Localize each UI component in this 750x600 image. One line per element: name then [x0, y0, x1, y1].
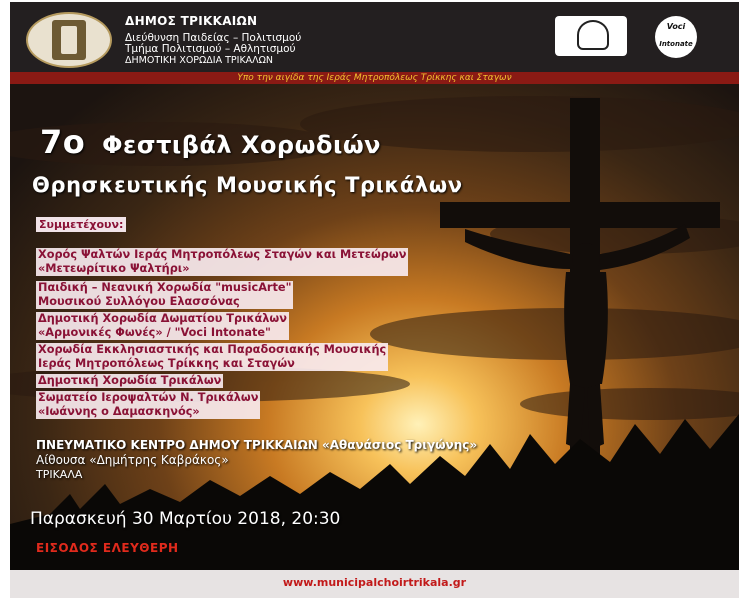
participant-line-1: Δημοτική Χορωδία Δωματίου Τρικάλων [38, 312, 287, 325]
participant-item [36, 391, 260, 419]
festival-title [40, 123, 381, 161]
voci-intonate-logo [655, 16, 697, 58]
participant-line-1: Δημοτική Χορωδία Τρικάλων [38, 374, 222, 387]
lyre-icon [577, 20, 609, 50]
venue-hall: Αίθουσα «Δημήτρης Καβράκος» [36, 453, 229, 467]
participant-line-2: Μουσικού Συλλόγου Ελασσόνας [38, 295, 240, 308]
event-date: Παρασκευή 30 Μαρτίου 2018, 20:30 [30, 509, 341, 529]
venue-city: ΤΡΙΚΑΛΑ [36, 468, 83, 481]
participant-line-1: Σωματείο Ιεροψαλτών Ν. Τρικάλων [38, 391, 259, 404]
participant-line-1: Παιδική – Νεανική Χορωδία "musicArte" [38, 281, 292, 294]
participant-item [36, 248, 408, 276]
participant-line-2: Ιεράς Μητροπόλεως Τρίκκης και Σταγών [38, 357, 295, 370]
venue-name: ΠΝΕΥΜΑΤΙΚΟ ΚΕΝΤΡΟ ΔΗΜΟΥ ΤΡΙΚΚΑΙΩΝ «Αθανάσιος Τριγώνης» [36, 438, 478, 452]
choir-lyre-logo [555, 16, 627, 56]
voci-logo-word: Voci [666, 22, 686, 31]
choir-name-line: ΔΗΜΟΤΙΚΗ ΧΟΡΩΔΙΑ ΤΡΙΚΑΛΩΝ [125, 55, 274, 66]
participant-line-2: «Αρμονικές Φωνές» / "Voci Intonate" [38, 326, 271, 339]
municipality-name: ΔΗΜΟΣ ΤΡΙΚΚΑΙΩΝ [125, 14, 258, 28]
participant-line-2: «Μετεωρίτικο Ψαλτήρι» [38, 262, 190, 275]
intonate-logo-word: Intonate [659, 40, 693, 48]
participant-item [36, 343, 388, 371]
participant-line-1: Χορός Ψαλτών Ιεράς Μητροπόλεως Σταγών και Μετεώρων [38, 248, 407, 261]
department-line-2: Τμήμα Πολιτισμού – Αθλητισμού [125, 43, 296, 55]
website-link[interactable]: www.municipalchoirtrikala.gr [282, 576, 467, 589]
department-line-1: Διεύθυνση Παιδείας – Πολιτισμού [125, 32, 302, 44]
participants-label: Συμμετέχουν: [36, 217, 126, 232]
header-bar [10, 2, 739, 72]
municipality-seal-logo [26, 12, 112, 68]
festival-subtitle: Θρησκευτικής Μουσικής Τρικάλων [32, 173, 463, 197]
patronage-stripe [10, 72, 739, 84]
participant-item [36, 374, 223, 388]
poster [10, 2, 739, 598]
free-entry-notice: ΕΙΣΟΔΟΣ ΕΛΕΥΘΕΡΗ [36, 541, 179, 555]
participant-item [36, 312, 289, 340]
festival-title-text: Φεστιβάλ Χορωδιών [102, 131, 382, 159]
patronage-text: Υπο την αιγίδα της Ιεράς Μητροπόλεως Τρίκκης και Σταγων [237, 73, 512, 83]
festival-number: 7ο [40, 123, 86, 161]
participant-line-2: «Ιωάννης ο Δαμασκηνός» [38, 405, 200, 418]
participant-line-1: Χορωδία Εκκλησιαστικής και Παραδοσιακής Μουσικής [38, 343, 387, 356]
footer-bar [10, 570, 739, 598]
participant-item [36, 281, 293, 309]
seal-emblem-icon [52, 20, 86, 60]
